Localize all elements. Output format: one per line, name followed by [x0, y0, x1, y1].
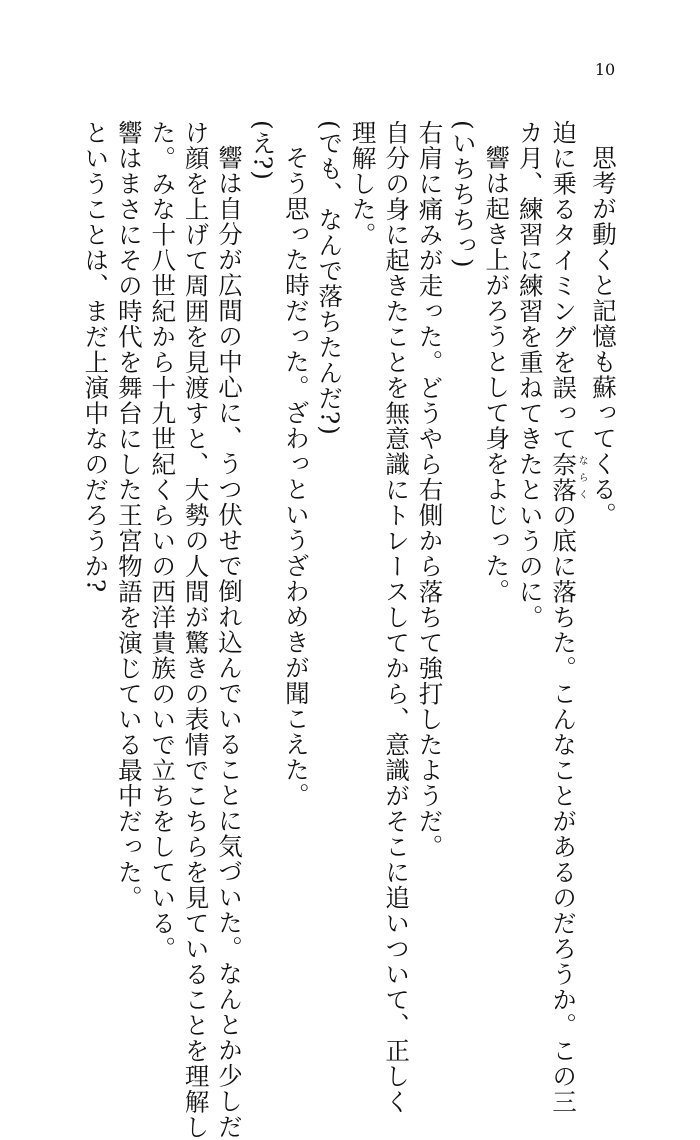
- text-line-5: (いちちちっ): [448, 120, 478, 269]
- text-line-2-after: の底に落ちた。こんなことがあるのだろうか。この三: [549, 502, 579, 1115]
- text-line-15: 響はまさにその時代を舞台にした王宮物語を演じている最中だった。: [114, 120, 144, 911]
- text-line-10: そう思った時だった。ざわっというざわめきが聞こえた。: [281, 144, 311, 808]
- page-number: 10: [594, 60, 616, 79]
- text-line-16: ということは、まだ上演中なのだろうか?: [81, 120, 111, 594]
- text-line-7: 自分の身に起きたことを無意識にトレースしてから、意識がそこに追いついて、正しく: [382, 120, 412, 1115]
- text-line-11: (え?): [248, 120, 278, 181]
- text-line-9: (でも、なんで落ちたんだ?): [315, 120, 345, 436]
- vertical-text-body: [81, 120, 620, 1140]
- text-line-13: け顔を上げて周囲を見渡すと、大勢の人間が驚きの表情でこちらを見ていることを理解し: [181, 120, 211, 1140]
- text-line-2-before: 迫に乗るタイミングを誤って: [549, 120, 579, 452]
- text-line-6: 右肩に痛みが走った。どうやら右側から落ちて強打したようだ。: [415, 120, 445, 860]
- text-line-1: 思考が動くと記憶も蘇ってくる。: [589, 144, 618, 527]
- furigana-naraku: [549, 451, 588, 503]
- text-line-2: [547, 120, 588, 1115]
- ruby-reading: ならく: [576, 451, 588, 503]
- text-line-12: 響は自分が広間の中心に、うつ伏せで倒れ込んでいることに気づいた。なんとか少しだ: [215, 144, 245, 1139]
- text-line-8: 理解した。: [348, 120, 378, 248]
- ruby-base: 奈落: [549, 451, 579, 503]
- text-line-14: た。みな十八世紀から十九世紀くらいの西洋貴族のいで立ちをしている。: [148, 120, 178, 962]
- text-line-3: カ月、練習に練習を重ねてきたというのに。: [515, 120, 545, 630]
- text-line-4: 響は起き上がろうとして身をよじった。: [482, 144, 512, 604]
